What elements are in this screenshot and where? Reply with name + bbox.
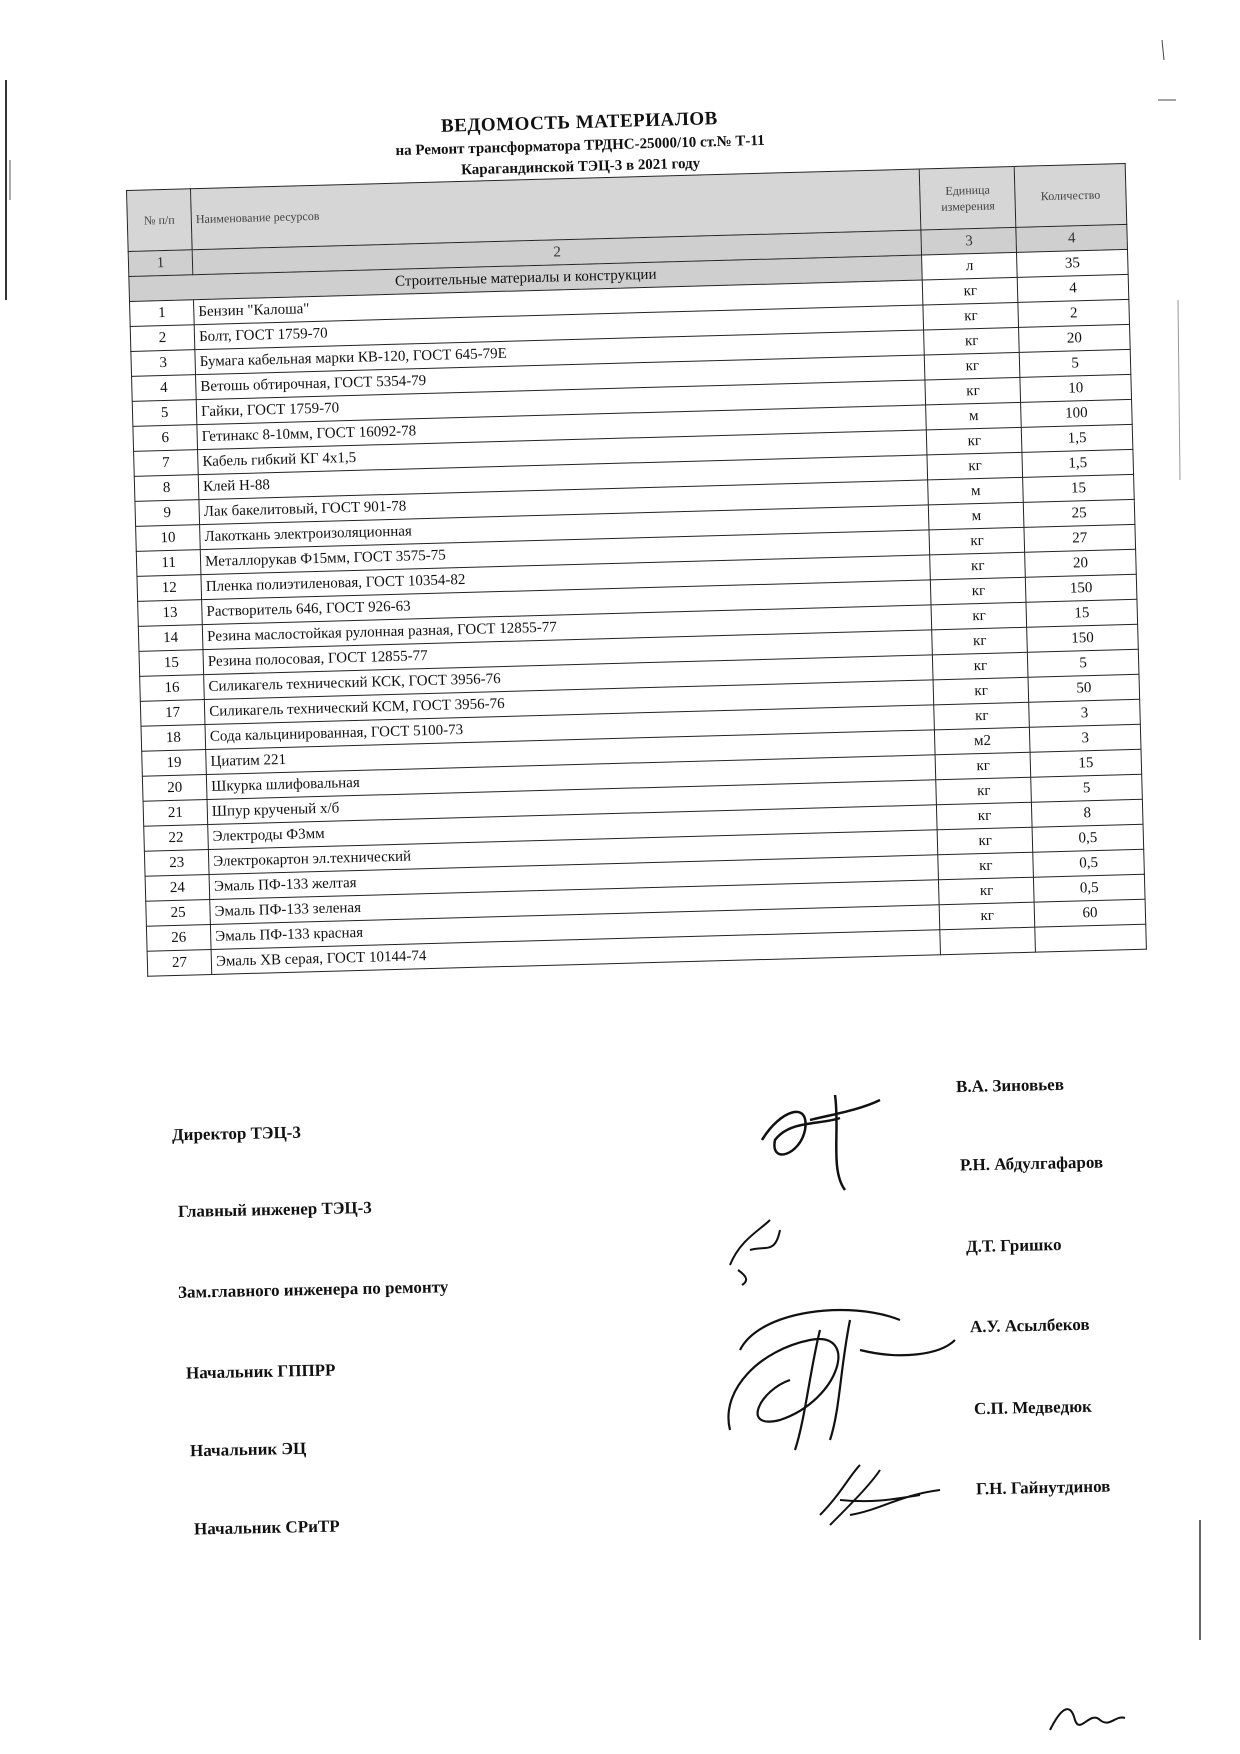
index-unit: 3: [921, 227, 1016, 255]
index-name: 2: [192, 230, 922, 275]
row-name: Эмаль ПФ-133 зеленая: [210, 880, 940, 925]
signature-grishko: [700, 1290, 960, 1470]
position-head-gpprr: Начальник ГППРР: [185, 1360, 336, 1383]
index-num: 1: [128, 250, 193, 277]
row-qty: 10: [1020, 374, 1132, 402]
row-name: Бумага кабельная марки КВ-120, ГОСТ 645-79Е: [195, 330, 925, 375]
section-unit: л: [922, 252, 1017, 280]
signature-zinovyev: [750, 1070, 900, 1200]
position-director: Директор ТЭЦ-3: [171, 1122, 302, 1145]
row-unit: кг: [930, 552, 1025, 580]
row-unit: кг: [936, 777, 1031, 805]
row-unit: м2: [935, 727, 1030, 755]
row-qty: 5: [1019, 349, 1131, 377]
row-name: Лакоткань электроизоляционная: [200, 505, 930, 550]
row-name: Металлорукав Ф15мм, ГОСТ 3575-75: [200, 530, 930, 575]
row-name: Пленка полиэтиленовая, ГОСТ 10354-82: [201, 555, 931, 600]
row-num: 17: [140, 700, 205, 727]
row-qty: 15: [1023, 474, 1135, 502]
row-name: Лак бакелитовый, ГОСТ 901-78: [199, 480, 929, 525]
row-unit: кг: [932, 602, 1027, 630]
row-unit: кг: [925, 377, 1020, 405]
row-num: 9: [135, 500, 200, 527]
row-num: 24: [145, 875, 210, 902]
position-head-ets: Начальник ЭЦ: [189, 1438, 307, 1461]
row-unit: кг: [938, 827, 1033, 855]
row-qty: 150: [1027, 624, 1139, 652]
signature-medvedyuk: [810, 1455, 950, 1535]
row-qty: 25: [1023, 499, 1135, 527]
row-name: Силикагель технический КСК, ГОСТ 3956-76: [204, 655, 934, 700]
section-qty: 35: [1017, 249, 1129, 277]
row-num: 13: [138, 600, 203, 627]
row-name: Силикагель технический КСМ, ГОСТ 3956-76: [204, 680, 934, 725]
row-num: 27: [147, 949, 212, 976]
row-unit: кг: [936, 752, 1031, 780]
row-num: 14: [138, 625, 203, 652]
row-qty: 100: [1021, 399, 1133, 427]
row-name: Шпур крученый х/б: [207, 780, 937, 825]
row-qty: 2: [1018, 299, 1130, 327]
row-unit: кг: [927, 452, 1022, 480]
row-unit: кг: [938, 852, 1033, 880]
col-header-unit: Единица измерения: [920, 166, 1016, 230]
materials-table: [126, 163, 1147, 977]
row-qty: 20: [1019, 324, 1131, 352]
row-num: 8: [134, 475, 199, 502]
row-unit: кг: [932, 627, 1027, 655]
row-name: Сода кальцинированная, ГОСТ 5100-73: [205, 705, 935, 750]
col-header-qty: Количество: [1014, 163, 1127, 227]
col-header-name: Наименование ресурсов: [191, 169, 922, 250]
row-num: 25: [146, 899, 211, 926]
row-name: Резина полосовая, ГОСТ 12855-77: [203, 630, 933, 675]
row-unit: м: [928, 477, 1023, 505]
row-num: 7: [134, 450, 199, 477]
table-body: [130, 274, 1147, 976]
row-qty: 5: [1031, 774, 1143, 802]
row-name: Эмаль ХВ серая, ГОСТ 10144-74: [211, 930, 941, 975]
row-qty: 0,5: [1034, 874, 1146, 902]
position-deputy-chief-engineer: Зам.главного инженера по ремонту: [177, 1277, 449, 1302]
row-unit: кг: [933, 652, 1028, 680]
row-num: 10: [136, 525, 201, 552]
row-num: 4: [132, 375, 197, 402]
row-qty: 3: [1029, 699, 1141, 727]
row-name: Растворитель 646, ГОСТ 926-63: [202, 580, 932, 625]
row-unit: м: [929, 502, 1024, 530]
row-unit: кг: [937, 802, 1032, 830]
row-unit: кг: [923, 302, 1018, 330]
row-qty: 0,5: [1032, 824, 1144, 852]
row-num: 19: [142, 750, 207, 777]
row-name: Кабель гибкий КГ 4х1,5: [198, 430, 928, 475]
row-num: 11: [136, 550, 201, 577]
row-qty: 15: [1030, 749, 1142, 777]
row-num: 20: [142, 775, 207, 802]
row-qty: 15: [1026, 599, 1138, 627]
index-qty: 4: [1016, 224, 1128, 252]
row-unit: [940, 927, 1035, 955]
row-name: Болт, ГОСТ 1759-70: [194, 305, 924, 350]
row-num: 16: [140, 675, 205, 702]
row-qty: 27: [1024, 524, 1136, 552]
row-name: Клей Н-88: [198, 455, 928, 500]
row-qty: 60: [1034, 899, 1146, 927]
row-num: 26: [146, 924, 211, 951]
row-qty: 8: [1031, 799, 1143, 827]
page-initials: [1040, 1690, 1130, 1740]
row-qty: 5: [1027, 649, 1139, 677]
row-unit: кг: [924, 327, 1019, 355]
row-unit: кг: [934, 677, 1029, 705]
row-qty: 1,5: [1021, 424, 1133, 452]
signature-abdulgafarov: [720, 1210, 800, 1290]
row-num: 15: [139, 650, 204, 677]
row-num: 2: [130, 325, 195, 352]
row-name: Бензин "Калоша": [194, 280, 924, 325]
row-unit: кг: [923, 277, 1018, 305]
row-name: Гайки, ГОСТ 1759-70: [196, 380, 926, 425]
name-zinovyev: В.А. Зиновьев: [955, 1074, 1065, 1097]
row-num: 5: [132, 400, 197, 427]
position-chief-engineer: Главный инженер ТЭЦ-3: [177, 1197, 372, 1222]
row-unit: кг: [939, 877, 1034, 905]
row-qty: 20: [1025, 549, 1137, 577]
name-abdulgafarov: Р.Н. Абдулгафаров: [959, 1152, 1104, 1175]
row-num: 22: [144, 825, 209, 852]
row-qty: 50: [1028, 674, 1140, 702]
name-grishko: Д.Т. Гришко: [965, 1235, 1062, 1256]
name-medvedyuk: С.П. Медведюк: [973, 1396, 1093, 1419]
row-qty: 1,5: [1022, 449, 1134, 477]
row-name: Эмаль ПФ-133 красная: [210, 905, 940, 950]
row-qty: [1035, 924, 1147, 952]
row-name: Резина маслостойкая рулонная разная, ГОСТ 12855-77: [202, 605, 932, 650]
row-num: 3: [131, 350, 196, 377]
row-unit: кг: [927, 427, 1022, 455]
col-header-num: № п/п: [127, 189, 193, 252]
row-num: 23: [144, 850, 209, 877]
row-name: Электроды Ф3мм: [208, 805, 938, 850]
row-qty: 0,5: [1033, 849, 1145, 877]
row-num: 18: [141, 725, 206, 752]
row-name: Гетинакс 8-10мм, ГОСТ 16092-78: [197, 405, 927, 450]
row-num: 12: [137, 575, 202, 602]
row-unit: м: [926, 402, 1021, 430]
materials-table-wrap: [126, 163, 1159, 977]
row-qty: 3: [1029, 724, 1141, 752]
row-name: Циатим 221: [206, 730, 936, 775]
row-qty: 4: [1017, 274, 1129, 302]
row-qty: 150: [1025, 574, 1137, 602]
row-num: 6: [133, 425, 198, 452]
section-title: Строительные материалы и конструкции: [129, 255, 923, 301]
row-unit: кг: [929, 527, 1024, 555]
document-title: ВЕДОМОСТЬ МАТЕРИАЛОВ: [440, 108, 719, 137]
document-subtitle-line2: Карагандинской ТЭЦ-3 в 2021 году: [460, 155, 701, 179]
name-asylbekov: А.У. Асылбеков: [969, 1314, 1090, 1337]
row-name: Шкурка шлифовальная: [206, 755, 936, 800]
row-num: 21: [143, 800, 208, 827]
row-unit: кг: [925, 352, 1020, 380]
row-name: Электрокартон эл.технический: [208, 830, 938, 875]
position-head-sritr: Начальник СРиТР: [193, 1516, 340, 1539]
row-unit: кг: [934, 702, 1029, 730]
name-gaynutdinov: Г.Н. Гайнутдинов: [975, 1476, 1111, 1499]
row-unit: кг: [940, 902, 1035, 930]
row-num: 1: [130, 300, 195, 327]
row-name: Ветошь обтирочная, ГОСТ 5354-79: [196, 355, 926, 400]
document-subtitle-line1: на Ремонт трансформатора ТРДНС-25000/10 ст.№ Т-11: [395, 132, 765, 160]
row-name: Эмаль ПФ-133 желтая: [209, 855, 939, 900]
row-unit: кг: [931, 577, 1026, 605]
